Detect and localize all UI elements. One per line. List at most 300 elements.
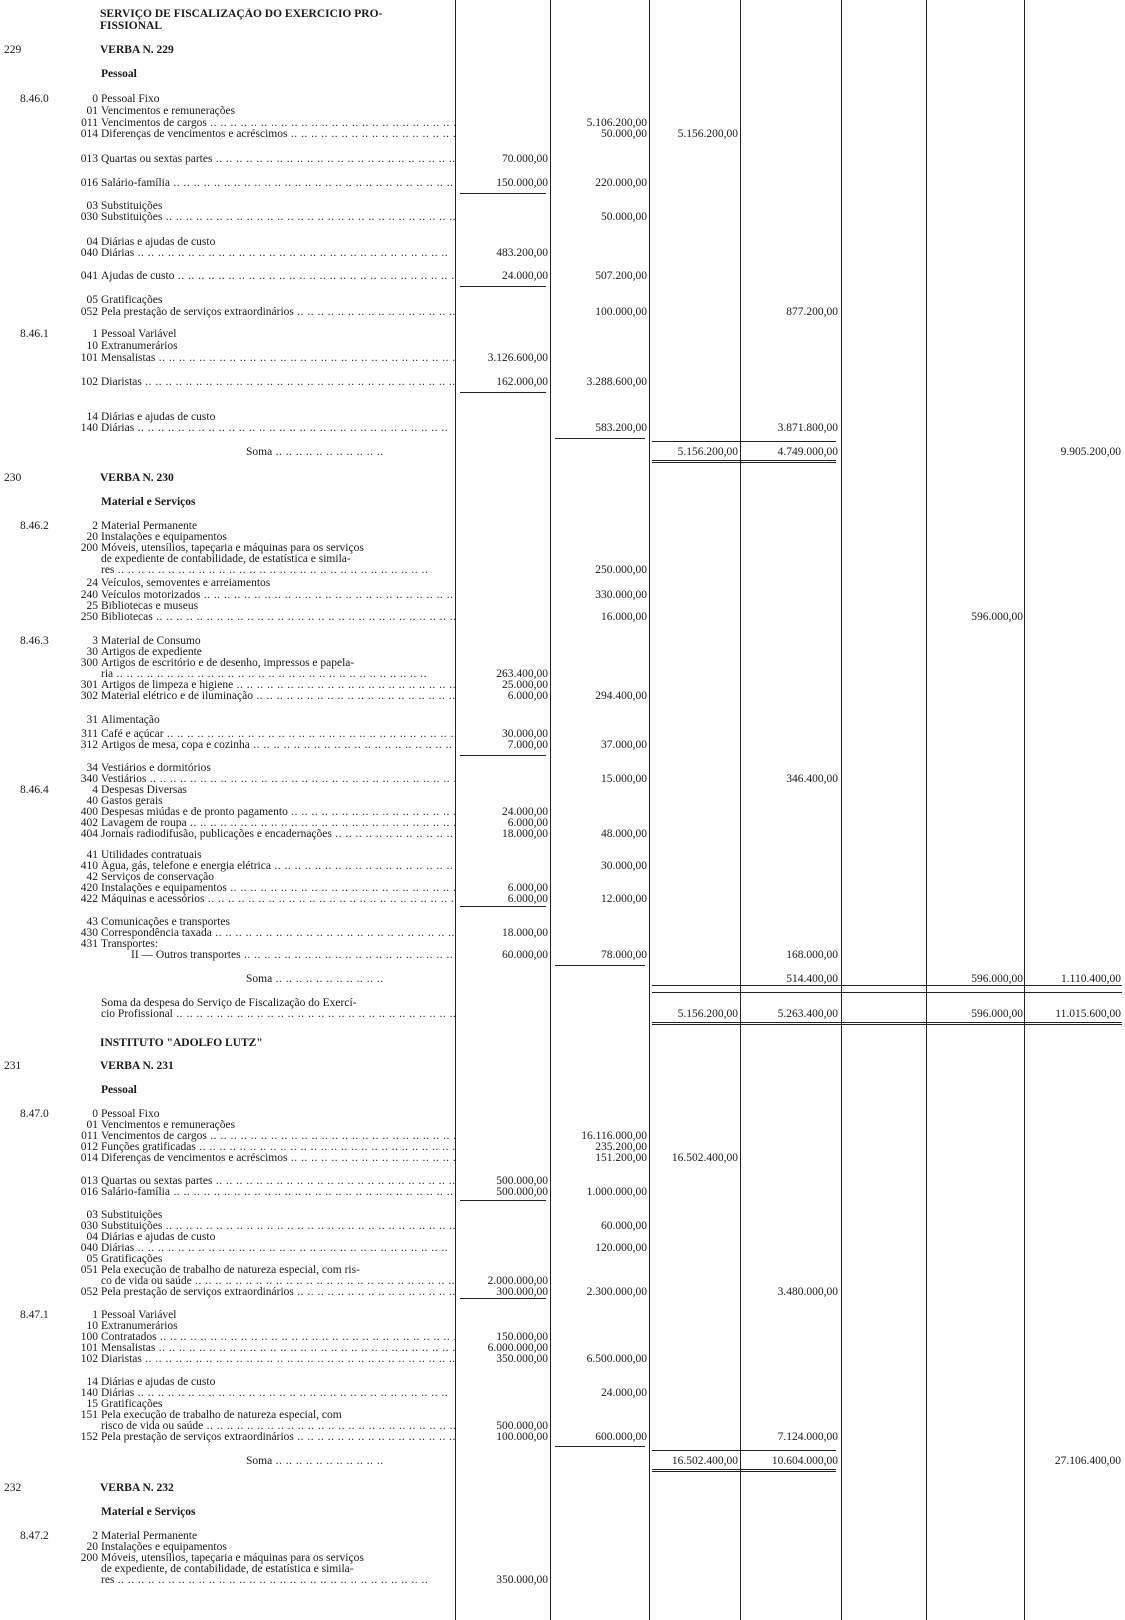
amount-col-2: 507.200,00 [595,270,647,282]
item-description: Gratificações [101,1253,163,1265]
budget-row [0,739,1125,752]
amount-col-1: 7.000,00 [507,739,548,751]
item-description: Pela execução de trabalho de natureza especial, com ris- [101,1264,360,1276]
item-code: 014 [80,1152,98,1164]
classification-code: 8.46.0 [20,93,49,105]
verba-number: 232 [4,1482,22,1494]
item-code: 4 [92,784,98,796]
budget-row [0,1482,1125,1495]
amount-col-4: 514.400,00 [786,973,838,985]
item-description: Gratificações [101,294,163,306]
item-description: Extranumerários [101,1320,178,1332]
item-code: 404 [80,828,98,840]
item-code: 312 [80,739,98,751]
budget-row [0,1152,1125,1165]
item-description: Água, gás, telefone e energia elétrica .. .. [101,860,455,873]
item-description: Pela prestação de serviços extraordinários .. .. [101,306,455,319]
item-description: res .. .. [101,1574,455,1587]
item-code: 016 [80,1186,98,1198]
item-description: Gratificações [101,1398,163,1410]
item-code: 200 [80,542,98,554]
item-code: 014 [80,128,98,140]
amount-col-2: 50.000,00 [601,211,647,223]
subtotal-rule [460,755,546,756]
amount-col-4: 10.604.000,00 [771,1455,838,1467]
verba-number: 229 [4,44,22,56]
budget-row [0,68,1125,81]
budget-row [0,1186,1125,1199]
amount-col-7: 9.905.200,00 [1060,446,1121,458]
item-code: 04 [86,1231,98,1243]
item-code: 052 [80,1286,98,1298]
item-description: Bibliotecas .. .. [101,611,455,624]
budget-row [0,611,1125,624]
item-code: 011 [81,1130,98,1142]
budget-row [0,564,1125,577]
item-code: 151 [80,1409,98,1421]
item-code: 240 [80,589,98,601]
budget-row [0,496,1125,509]
amount-col-2: 600.000,00 [595,1431,647,1443]
item-code: 34 [86,762,98,774]
budget-row [0,714,1125,727]
classification-code: 8.47.0 [20,1108,49,1120]
item-code: 250 [80,611,98,623]
amount-col-1: 500.000,00 [496,1175,548,1187]
budget-row [0,306,1125,319]
item-description: Pessoal Variável [101,328,177,340]
item-description: Quartas ou sextas partes .. .. [101,1175,455,1188]
item-description: Funções gratificadas .. .. [101,1141,455,1154]
item-description: Soma .. .. [101,446,455,459]
classification-code: 8.46.3 [20,635,49,647]
item-description: Diárias .. .. [101,1242,455,1255]
amount-col-4: 7.124.000,00 [777,1431,838,1443]
amount-col-1: 70.000,00 [502,153,548,165]
amount-col-7: 11.015.600,00 [1055,1008,1121,1020]
amount-col-1: 6.000,00 [507,882,548,894]
item-description: Substituições .. .. [101,211,455,224]
item-description: Transportes: [101,938,159,950]
item-description: Soma da despesa do Serviço de Fiscalização do Exercí- [101,997,357,1009]
item-description: Pela execução de trabalho de natureza especial, com [101,1409,342,1421]
budget-row [0,1037,1125,1050]
item-code: 410 [80,860,98,872]
subtotal-rule [460,906,546,907]
subtotal-rule [555,965,645,966]
item-code: 01 [86,105,98,117]
amount-col-3: 16.502.400,00 [671,1152,738,1164]
item-code: 011 [81,117,98,129]
item-description: co de vida ou saúde .. .. [101,1275,455,1288]
item-code: 100 [80,1331,98,1343]
item-code: 016 [80,177,98,189]
amount-col-7: 1.110.400,00 [1061,973,1121,985]
item-code: 102 [80,1353,98,1365]
item-description: Quartas ou sextas partes .. .. [101,153,455,166]
total-rule [652,1450,836,1451]
amount-col-1: 150.000,00 [496,177,548,189]
item-code: 20 [86,1541,98,1553]
item-description: Ajudas de custo .. .. [101,270,455,283]
item-description: Salário-família .. .. [101,177,455,190]
item-code: 052 [80,306,98,318]
amount-col-2: 16.116.000,00 [581,1130,647,1142]
item-description: INSTITUTO "ADOLFO LUTZ" [100,1037,263,1049]
item-code: 41 [86,849,98,861]
item-description: FISSIONAL [100,20,162,32]
item-code: 040 [80,1242,98,1254]
amount-col-2: 100.000,00 [595,306,647,318]
amount-col-2: 120.000,00 [595,1242,647,1254]
item-description: VERBA N. 231 [100,1060,174,1072]
item-description: II — Outros transportes .. .. [101,949,455,962]
budget-row [0,177,1125,190]
amount-col-1: 3.126.600,00 [487,352,548,364]
item-description: cio Profissional .. .. [101,1008,455,1021]
item-description: Veículos, semoventes e arreiamentos [101,577,271,589]
amount-col-2: 3.288.600,00 [586,376,647,388]
item-code: 05 [86,1253,98,1265]
amount-col-1: 30.000,00 [502,728,548,740]
item-description: Veículos motorizados .. .. [101,589,455,602]
item-code: 03 [86,1209,98,1221]
item-code: 01 [86,1119,98,1131]
item-description: Utilidades contratuais [101,849,202,861]
item-description: Diferenças de vencimentos e acréscimos .. .. [101,128,455,141]
item-code: 431 [80,938,98,950]
item-description: Material Permanente [101,520,198,532]
amount-col-1: 500.000,00 [496,1420,548,1432]
budget-row [0,1084,1125,1097]
item-description: ria .. .. [101,668,455,681]
item-description: VERBA N. 232 [100,1482,174,1494]
item-description: Diárias e ajudas de custo [101,411,216,423]
item-description: Diárias .. .. [101,247,455,260]
amount-col-2: 37.000,00 [601,739,647,751]
amount-col-1: 350.000,00 [496,1574,548,1586]
item-description: Diaristas .. .. [101,376,455,389]
item-code: 0 [92,1108,98,1120]
item-description: Jornais radiodifusão, publicações e encadernações .. .. [101,828,455,841]
amount-col-4: 5.263.400,00 [777,1008,838,1020]
amount-col-2: 16.000,00 [601,611,647,623]
item-code: 040 [80,247,98,259]
total-rule [652,1469,836,1472]
item-description: Café e açúcar .. .. [101,728,455,741]
amount-col-4: 3.480.000,00 [777,1286,838,1298]
amount-col-1: 6.000,00 [507,893,548,905]
budget-row [0,949,1125,962]
item-code: 051 [80,1264,98,1276]
amount-col-1: 24.000,00 [502,270,548,282]
item-code: 0 [92,93,98,105]
item-description: Vencimentos de cargos .. .. [101,117,455,130]
item-code: 030 [80,1220,98,1232]
item-description: Gastos gerais [101,795,163,807]
item-code: 140 [80,1387,98,1399]
item-description: Pessoal Fixo [101,1108,160,1120]
subtotal-rule [555,1446,645,1447]
item-code: 311 [81,728,98,740]
budget-row [0,1008,1125,1021]
amount-col-2: 294.400,00 [595,690,647,702]
item-description: Diferenças de vencimentos e acréscimos .. .. [101,1152,455,1165]
total-rule [652,460,836,463]
total-rule [652,1022,1122,1025]
item-code: 030 [80,211,98,223]
item-code: 012 [80,1141,98,1153]
item-code: 1 [92,1309,98,1321]
item-description: Máquinas e acessórios .. .. [101,893,455,906]
amount-col-1: 100.000,00 [496,1431,548,1443]
item-description: Substituições [101,200,163,212]
budget-row [0,1506,1125,1519]
amount-col-2: 50.000,00 [601,128,647,140]
subtotal-rule [460,286,546,287]
item-code: 152 [80,1431,98,1443]
item-code: 14 [86,411,98,423]
item-description: Artigos de mesa, copa e cozinha .. .. [101,739,455,752]
item-description: Pessoal Fixo [101,93,160,105]
amount-col-1: 24.000,00 [502,806,548,818]
total-rule [652,441,836,442]
item-description: Diárias e ajudas de custo [101,1376,216,1388]
item-description: Diaristas .. .. [101,1353,455,1366]
item-code: 302 [80,690,98,702]
amount-col-3: 5.156.200,00 [677,1008,738,1020]
verba-number: 231 [4,1060,22,1072]
item-code: 20 [86,531,98,543]
budget-row [0,893,1125,906]
item-code: 300 [80,657,98,669]
item-description: Despesas Diversas [101,784,187,796]
item-code: 31 [86,714,98,726]
item-code: 301 [80,679,98,691]
item-description: Artigos de expediente [101,646,202,658]
item-code: 03 [86,200,98,212]
item-description: Contratados .. .. [101,1331,455,1344]
item-description: Material e Serviços [101,496,196,508]
item-code: 30 [86,646,98,658]
item-code: 05 [86,294,98,306]
amount-col-1: 350.000,00 [496,1353,548,1365]
amount-col-1: 6.000,00 [507,690,548,702]
item-description: Vencimentos e remunerações [101,105,236,117]
budget-row [0,422,1125,435]
item-description: Bibliotecas e museus [101,600,199,612]
amount-col-4: 877.200,00 [786,306,838,318]
item-description: Instalações e equipamentos [101,531,227,543]
budget-row [0,247,1125,260]
item-description: Diárias .. .. [101,1387,455,1400]
budget-row [0,1574,1125,1587]
classification-code: 8.47.1 [20,1309,49,1321]
amount-col-2: 250.000,00 [595,564,647,576]
item-code: 04 [86,236,98,248]
budget-row [0,352,1125,365]
amount-col-1: 150.000,00 [496,1331,548,1343]
classification-code: 8.46.2 [20,520,49,532]
classification-code: 8.46.4 [20,784,49,796]
item-code: 1 [92,328,98,340]
classification-code: 8.47.2 [20,1530,49,1542]
amount-col-2: 60.000,00 [601,1220,647,1232]
item-code: 420 [80,882,98,894]
item-description: Pela prestação de serviços extraordinários .. .. [101,1286,455,1299]
amount-col-1: 18.000,00 [502,828,548,840]
amount-col-4: 4.749.000,00 [777,446,838,458]
item-code: 041 [80,270,98,282]
amount-col-2: 78.000,00 [601,949,647,961]
item-code: 430 [80,927,98,939]
amount-col-2: 24.000,00 [601,1387,647,1399]
classification-code: 8.46.1 [20,328,49,340]
item-description: VERBA N. 230 [100,472,174,484]
item-description: Diárias .. .. [101,422,455,435]
item-description: de expediente, de contabilidade, de estatística e simila- [101,1563,354,1575]
item-description: Material de Consumo [101,635,201,647]
amount-col-1: 60.000,00 [502,949,548,961]
subtotal-rule [460,392,546,393]
item-description: Material e Serviços [101,1506,196,1518]
amount-col-6: 596.000,00 [971,611,1023,623]
item-description: Instalações e equipamentos .. .. [101,882,455,895]
item-description: risco de vida ou saúde .. .. [101,1420,455,1433]
item-code: 400 [80,806,98,818]
amount-col-2: 1.000.000,00 [586,1186,647,1198]
item-code: 10 [86,1320,98,1332]
item-description: Comunicações e transportes [101,916,231,928]
item-description: Mensalistas .. .. [101,1342,455,1355]
item-description: Pessoal Variável [101,1309,177,1321]
total-rule [652,992,1122,993]
amount-col-3: 16.502.400,00 [671,1455,738,1467]
budget-row [0,472,1125,485]
amount-col-1: 500.000,00 [496,1186,548,1198]
amount-col-2: 6.500.000,00 [586,1353,647,1365]
budget-row [0,211,1125,224]
verba-number: 230 [4,472,22,484]
item-code: 10 [86,340,98,352]
amount-col-1: 483.200,00 [496,247,548,259]
item-code: 43 [86,916,98,928]
amount-col-2: 583.200,00 [595,422,647,434]
amount-col-1: 300.000,00 [496,1286,548,1298]
item-code: 340 [80,773,98,785]
item-code: 013 [80,153,98,165]
amount-col-2: 30.000,00 [601,860,647,872]
amount-col-2: 15.000,00 [601,773,647,785]
budget-row [0,1353,1125,1366]
subtotal-rule [460,1200,546,1201]
item-description: Artigos de limpeza e higiene .. .. [101,679,455,692]
amount-col-3: 5.156.200,00 [677,128,738,140]
item-code: 24 [86,577,98,589]
amount-col-2: 48.000,00 [601,828,647,840]
item-code: 200 [80,1552,98,1564]
item-description: Vestiários .. .. [101,773,455,786]
item-code: 3 [92,635,98,647]
item-description: VERBA N. 229 [100,44,174,56]
budget-row [0,1060,1125,1073]
subtotal-rule [555,438,645,439]
item-code: 013 [80,1175,98,1187]
amount-col-6: 596.000,00 [971,1008,1023,1020]
amount-col-6: 596.000,00 [971,973,1023,985]
item-code: 15 [86,1398,98,1410]
item-code: 2 [92,520,98,532]
budget-row [0,270,1125,283]
item-description: Vencimentos e remunerações [101,1119,236,1131]
amount-col-2: 235.200,00 [595,1141,647,1153]
item-code: 102 [80,376,98,388]
amount-col-1: 263.400,00 [496,668,548,680]
amount-col-1: 6.000,00 [507,817,548,829]
item-code: 2 [92,1530,98,1542]
budget-row [0,153,1125,166]
item-description: Correspondência taxada .. .. [101,927,455,940]
budget-row [0,446,1125,459]
amount-col-1: 162.000,00 [496,376,548,388]
item-description: Salário-família .. .. [101,1186,455,1199]
item-description: Alimentação [101,714,160,726]
amount-col-2: 151.200,00 [595,1152,647,1164]
item-description: Extranumerários [101,340,178,352]
item-description: Soma .. .. [101,973,455,986]
item-code: 402 [80,817,98,829]
budget-row [0,1286,1125,1299]
item-code: 422 [80,893,98,905]
subtotal-rule [460,193,546,194]
item-description: Diárias e ajudas de custo [101,236,216,248]
item-code: 140 [80,422,98,434]
amount-col-1: 18.000,00 [502,927,548,939]
item-code: 42 [86,871,98,883]
amount-col-2: 5.106.200,00 [586,117,647,129]
item-description: Material Permanente [101,1530,198,1542]
item-description: Mensalistas .. .. [101,352,455,365]
item-description: Pessoal [101,68,137,80]
budget-row [0,828,1125,841]
item-description: Pela prestação de serviços extraordinários .. .. [101,1431,455,1444]
amount-col-1: 25.000,00 [502,679,548,691]
amount-col-4: 168.000,00 [786,949,838,961]
budget-row [0,1455,1125,1468]
budget-row [0,376,1125,389]
amount-col-2: 330.000,00 [595,589,647,601]
budget-row [0,1431,1125,1444]
item-description: Instalações e equipamentos [101,1541,227,1553]
budget-row [0,44,1125,57]
item-description: Móveis, utensílios, tapeçaria e máquinas para os serviços [101,1552,364,1564]
item-description: Diárias e ajudas de custo [101,1231,216,1243]
item-description: Soma .. .. [101,1455,455,1468]
item-description: Substituições .. .. [101,1220,455,1233]
amount-col-1: 6.000.000,00 [487,1342,548,1354]
item-description: Material elétrico e de iluminação .. .. [101,690,455,703]
item-code: 101 [80,1342,98,1354]
amount-col-1: 2.000.000,00 [487,1275,548,1287]
item-description: Substituições [101,1209,163,1221]
amount-col-3: 5.156.200,00 [677,446,738,458]
budget-row [0,690,1125,703]
item-code: 101 [80,352,98,364]
item-description: de expediente de contabilidade, de estatística e simila- [101,553,351,565]
item-description: Lavagem de roupa .. .. [101,817,455,830]
amount-col-4: 3.871.800,00 [777,422,838,434]
item-code: 14 [86,1376,98,1388]
